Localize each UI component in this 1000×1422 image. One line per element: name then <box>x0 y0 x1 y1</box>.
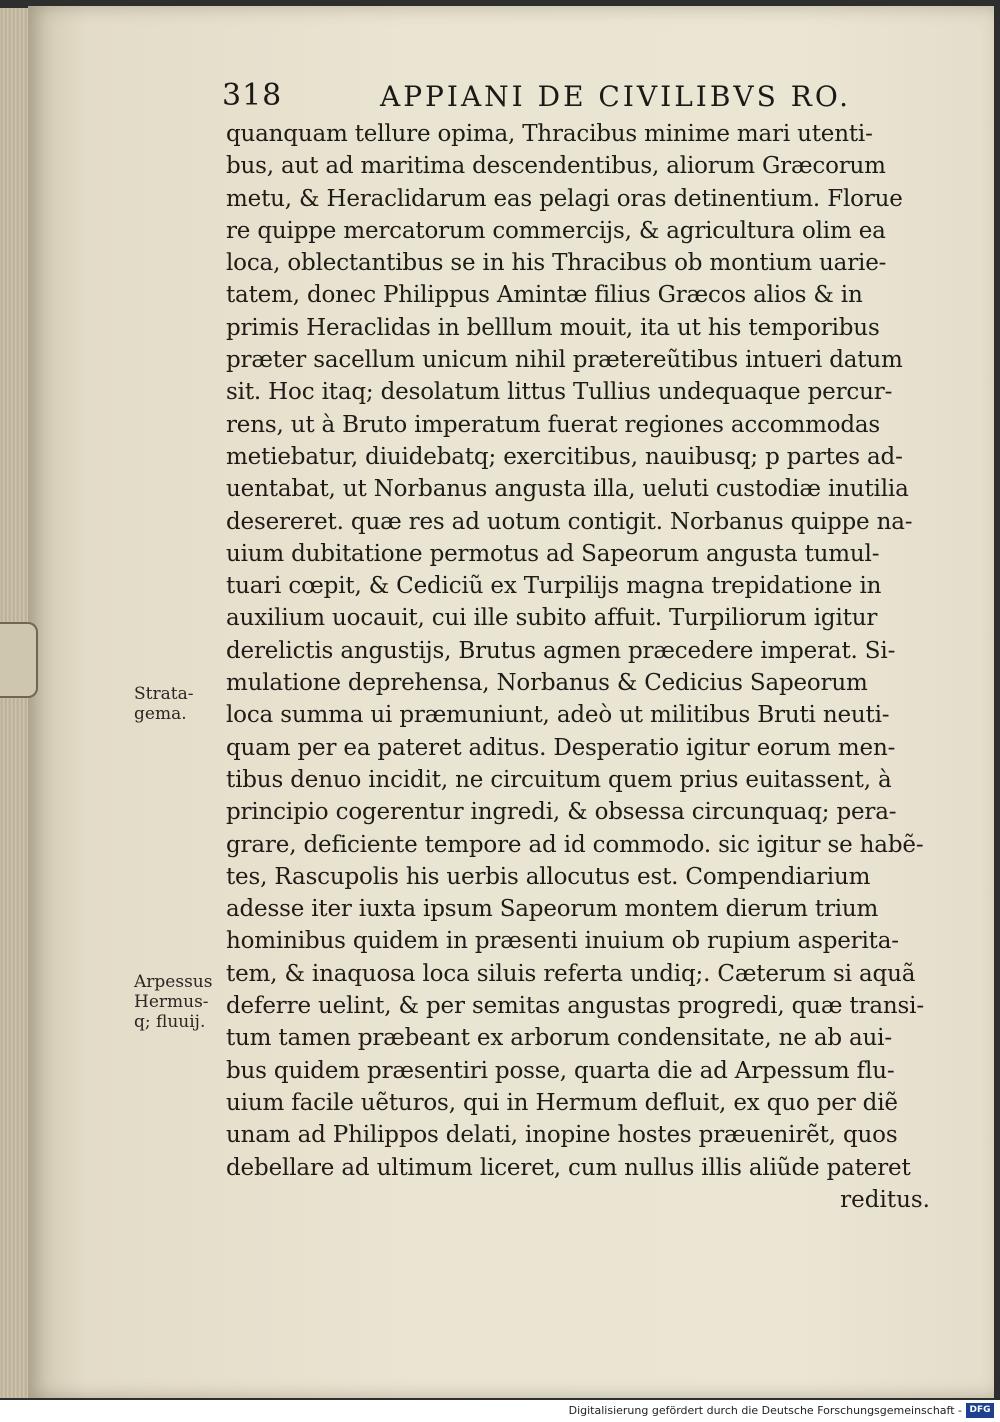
marginal-note-line: Arpessus <box>134 972 213 992</box>
text-line: principio cogerentur ingredi, & obsessa circunquaq; pera- <box>226 799 897 826</box>
text-line: reditus. <box>840 1186 930 1213</box>
text-line: primis Heraclidas in belllum mouit, ita ut his temporibus <box>226 314 880 341</box>
marginal-note-arpessus <box>134 972 212 1032</box>
marginal-note-line: gema. <box>134 704 187 724</box>
marginal-note-line: q; fluuij. <box>134 1012 206 1032</box>
text-line: desereret. quæ res ad uotum contigit. Norbanus quippe na- <box>226 508 913 535</box>
text-line: loca summa ui præmuniunt, adeò ut militibus Bruti neuti- <box>226 702 890 729</box>
text-line: bus, aut ad maritima descendentibus, aliorum Græcorum <box>226 153 886 180</box>
text-line: tes, Rascupolis his uerbis allocutus est. Compendiarium <box>226 863 871 890</box>
text-line: grare, deficiente tempore ad id commodo. sic igitur se habẽ- <box>226 831 924 858</box>
text-line: hominibus quidem in præsenti inuium ob rupium asperita- <box>226 928 899 955</box>
marginal-note-line: Hermus- <box>134 992 209 1012</box>
text-line: uium dubitatione permotus ad Sapeorum angusta tumul- <box>226 540 880 567</box>
text-line: deferre uelint, & per semitas angustas progredi, quæ transi- <box>226 993 924 1020</box>
text-line: rens, ut à Bruto imperatum fuerat regiones accommodas <box>226 411 881 438</box>
text-line: sit. Hoc itaq; desolatum littus Tullius undequaque percur- <box>226 379 893 406</box>
marginal-note-stratagema <box>134 684 193 724</box>
funding-credit: Digitalisierung gefördert durch die Deutsche Forschungsgemeinschaft - <box>568 1404 962 1417</box>
text-line: metu, & Heraclidarum eas pelagi oras detinentium. Florue <box>226 185 903 212</box>
text-line: præter sacellum unicum nihil prætereũtibus intueri datum <box>226 347 903 374</box>
main-text-block <box>226 118 936 1216</box>
text-line: uentabat, ut Norbanus angusta illa, ueluti custodiæ inutilia <box>226 476 909 503</box>
text-line: uium facile uẽturos, qui in Hermum defluit, ex quo per diẽ <box>226 1089 898 1116</box>
text-line: quanquam tellure opima, Thracibus minime mari utenti- <box>226 121 873 147</box>
page-number: 318 <box>222 78 283 113</box>
text-line: tem, & inaquosa loca siluis referta undiq;. Cæterum si aquã <box>226 960 916 987</box>
text-line: auxilium uocauit, cui ille subito affuit. Turpiliorum igitur <box>226 605 878 632</box>
text-line: derelictis angustijs, Brutus agmen præcedere imperat. Si- <box>226 637 896 664</box>
text-line: bus quidem præsentiri posse, quarta die ad Arpessum flu- <box>226 1057 895 1084</box>
page-header <box>222 78 852 118</box>
marginal-note-line: Strata- <box>134 684 194 704</box>
text-line: debellare ad ultimum liceret, cum nullus illis aliũde pateret <box>226 1154 911 1181</box>
book-clasp <box>0 622 38 698</box>
text-line: tuari cœpit, & Cediciũ ex Turpilijs magna trepidatione in <box>226 573 882 600</box>
text-line: tum tamen præbeant ex arborum condensitate, ne ab aui- <box>226 1025 892 1052</box>
text-line: tibus denuo incidit, ne circuitum quem prius euitassent, à <box>226 766 892 793</box>
text-line: loca, oblectantibus se in his Thracibus ob montium uarie- <box>226 250 887 277</box>
page-edge-stack <box>0 8 31 1398</box>
text-line: unam ad Philippos delati, inopine hostes præuenirẽt, quos <box>226 1122 898 1149</box>
running-title: APPIANI DE CIVILIBVS RO. <box>380 80 852 113</box>
footer-bar <box>0 1400 1000 1422</box>
text-line: re quippe mercatorum commercijs, & agricultura olim ea <box>226 217 886 244</box>
text-line: mulatione deprehensa, Norbanus & Cedicius Sapeorum <box>226 670 868 697</box>
text-line: metiebatur, diuidebatq; exercitibus, nauibusq; p partes ad- <box>226 443 903 470</box>
text-line: quam per ea pateret aditus. Desperatio igitur eorum men- <box>226 734 896 761</box>
text-line: adesse iter iuxta ipsum Sapeorum montem dierum trium <box>226 896 879 923</box>
dfg-logo: DFG <box>966 1403 994 1418</box>
text-line: tatem, donec Philippus Amintæ filius Græcos alios & in <box>226 282 863 309</box>
